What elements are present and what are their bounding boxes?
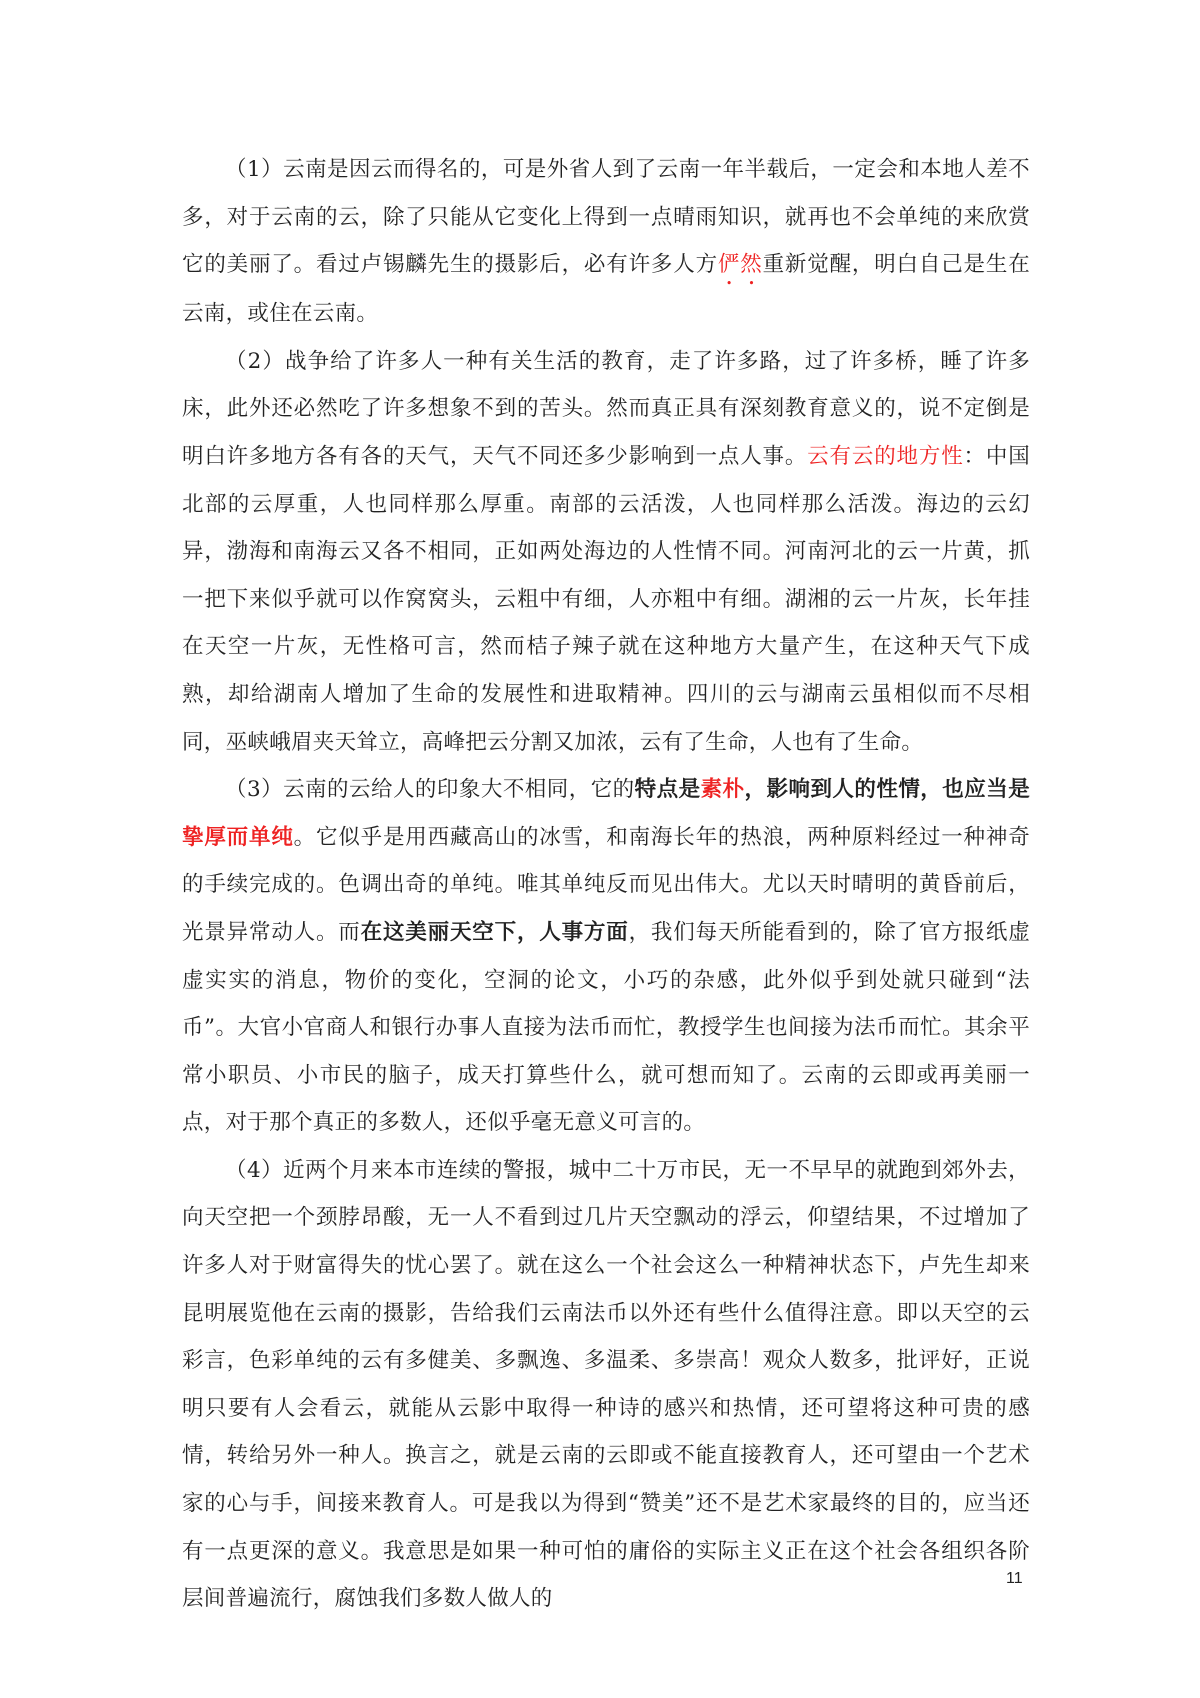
- p3-seg: ，我们每天所能看到的，除了官方报纸虚虚实实的消息，物价的变化，空洞的论文，小巧的杂感，此外似乎到处就只碰到“法币”。大官小官商人和银行办事人直接为法币而忙，教授学生也间接为法币而忙。其余平常小职员、小市民的脑子，成天打算些什么，就可想而知了。云南的云即或再美丽一点，对于那个真正的多数人，还似乎毫无意义可言的。: [182, 919, 1030, 1136]
- p2-seg: ：中国北部的云厚重，人也同样那么厚重。南部的云活泼，人也同样那么活泼。海边的云幻异，渤海和南海云又各不相同，正如两处海边的人性情不同。河南河北的云一片黄，抓一把下来似乎就可以作窝窝头，云粗中有细，人亦粗中有细。湖湘的云一片灰，长年挂在天空一片灰，无性格可言，然而桔子辣子就在这种地方大量产生，在这种天气下成熟，却给湖南人增加了生命的发展性和进取精神。四川的云与湖南云虽相似而不尽相同，巫峡峨眉夹天耸立，高峰把云分割又加浓，云有了生命，人也有了生命。: [182, 443, 1030, 755]
- article-body: [182, 146, 1030, 1623]
- p1-highlight-word: 俨然: [717, 252, 763, 278]
- p3-seg: 。它似乎是用西藏高山的冰雪，和南海长年的热浪，两种原料经过一种神奇的手续完成的。色调出奇的单纯。唯其单纯反而见出伟大。尤以天时晴明的黄昏前后，光景异常动人。而: [182, 824, 1030, 945]
- p3-seg: （3）云南的云给人的印象大不相同，它的: [225, 777, 635, 803]
- paragraph-2: [182, 338, 1030, 766]
- p3-highlight-phrase: 挚厚而单纯: [182, 824, 294, 850]
- page-number: 11: [1006, 1570, 1023, 1587]
- paragraph-3: [182, 766, 1030, 1147]
- p3-highlight-word: 素朴: [700, 777, 745, 803]
- p2-highlight-phrase: 云有云的地方性: [807, 443, 964, 469]
- p3-bold-seg: 在这美丽天空下，人事方面: [360, 919, 629, 945]
- p4-seg: （4）近两个月来本市连续的警报，城中二十万市民，无一不早早的就跑到郊外去，向天空把一个颈脖昂酸，无一人不看到过几片天空飘动的浮云，仰望结果，不过增加了许多人对于财富得失的忧心罢了。就在这么一个社会这么一种精神状态下，卢先生却来昆明展览他在云南的摄影，告给我们云南法币以外还有些什么值得注意。即以天空的云彩言，色彩单纯的云有多健美、多飘逸、多温柔、多崇高！观众人数多，批评好，正说明只要有人会看云，就能从云影中取得一种诗的感兴和热情，还可望将这种可贵的感情，转给另外一种人。换言之，就是云南的云即或不能直接教育人，还可望由一个艺术家的心与手，间接来教育人。可是我以为得到“赞美”还不是艺术家最终的目的，应当还有一点更深的意义。我意思是如果一种可怕的庸俗的实际主义正在这个社会各组织各阶层间普遍流行，腐蚀我们多数人做人的: [182, 1157, 1030, 1612]
- paragraph-1: [182, 146, 1030, 338]
- p1-seg: （1）云南是因云而得名的，可是外省人到了云南一年半载后，一定会和本地人差不多，对于云南的云，除了只能从它变化上得到一点晴雨知识，就再也不会单纯的来欣赏它的美丽了。看过卢锡麟先生的摄影后，必有许多人方: [182, 157, 1030, 278]
- paragraph-4: [182, 1147, 1030, 1623]
- p1-seg: 重新觉醒，明白自己是生在云南，或住在云南。: [182, 252, 1031, 327]
- p3-bold-seg: 特点是: [634, 777, 701, 803]
- p2-seg: （2）战争给了许多人一种有关生活的教育，走了许多路，过了许多桥，睡了许多床，此外还必然吃了许多想象不到的苦头。然而真正具有深刻教育意义的，说不定倒是明白许多地方各有各的天气，天气不同还多少影响到一点人事。: [182, 348, 1030, 469]
- p3-bold-seg: ，影响到人的性情，也应当是: [744, 777, 1030, 803]
